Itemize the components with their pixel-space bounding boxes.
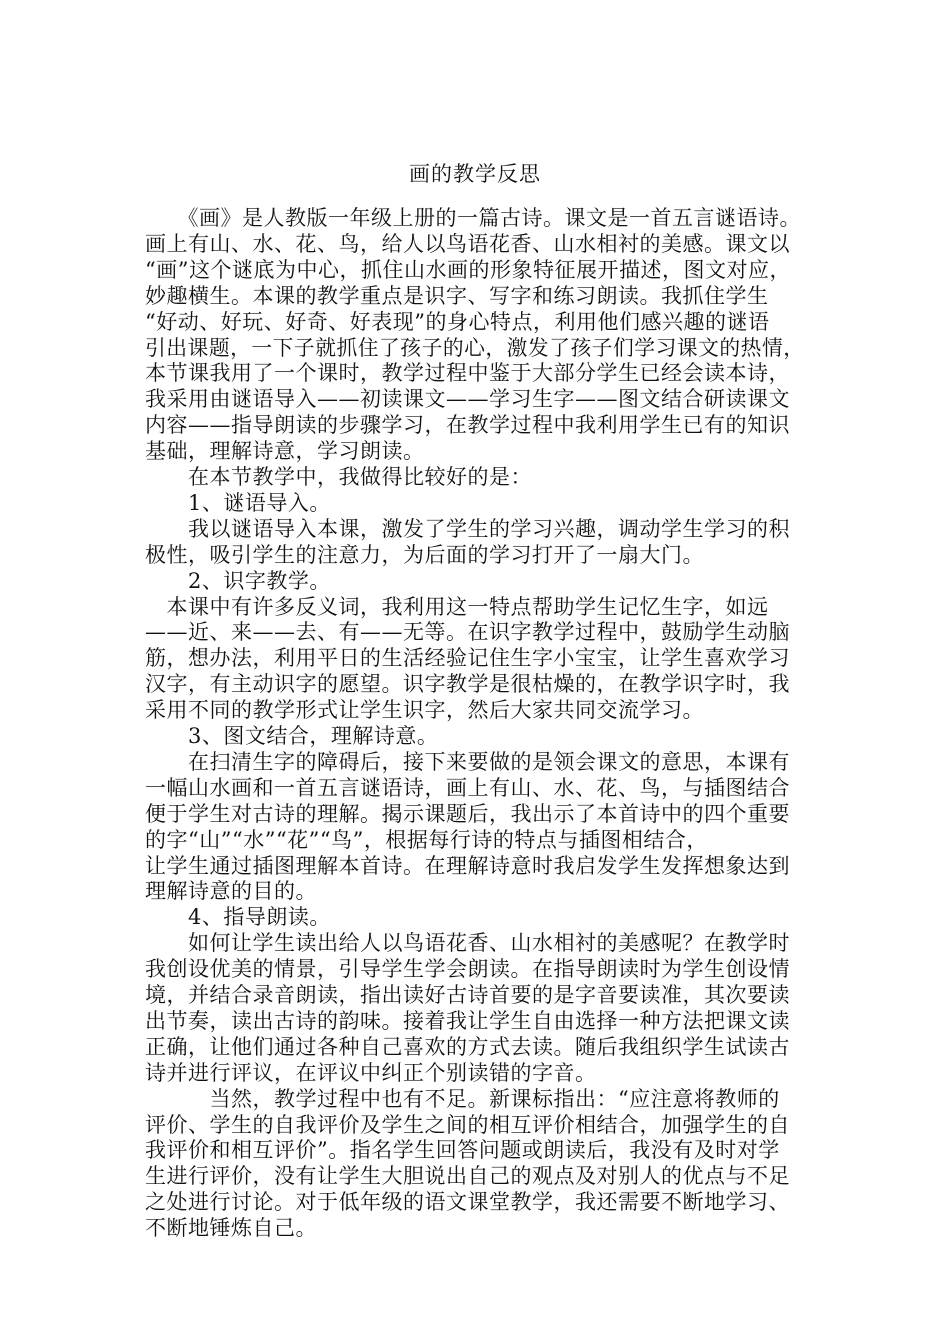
- document-line: 2、识字教学。: [145, 569, 331, 593]
- document-line: 正确，让他们通过各种自己喜欢的方式去读。随后我组织学生试读古: [145, 1035, 790, 1059]
- document-line: 一幅山水画和一首五言谜语诗，画上有山、水、花、鸟，与插图结合: [145, 776, 790, 800]
- document-line: 我评价和相互评价”。指名学生回答问题或朗读后，我没有及时对学: [145, 1138, 780, 1162]
- document-line: 在扫清生字的障碍后，接下来要做的是领会课文的意思，本课有: [145, 750, 790, 774]
- document-line: 本课中有许多反义词，我利用这一特点帮助学生记忆生字，如远: [145, 595, 769, 619]
- document-line: 境，并结合录音朗读，指出读好古诗首要的是字音要读准，其次要读: [145, 983, 790, 1007]
- document-line: “好动、好玩、好奇、好表现”的身心特点，利用他们感兴趣的谜语: [145, 310, 770, 334]
- document-line: 内容——指导朗读的步骤学习，在教学过程中我利用学生已有的知识: [145, 413, 790, 437]
- document-line: 汉字，有主动识字的愿望。识字教学是很枯燥的，在教学识字时，我: [145, 672, 790, 696]
- document-line: 采用不同的教学形式让学生识字，然后大家共同交流学习。: [145, 698, 704, 722]
- document-line: 的字“山”“水”“花”“鸟”，根据每行诗的特点与插图相结合，: [145, 828, 708, 852]
- document-line: 我以谜语导入本课，激发了学生的学习兴趣，调动学生学习的积: [145, 517, 790, 541]
- document-line: 之处进行讨论。对于低年级的语文课堂教学，我还需要不断地学习、: [145, 1190, 790, 1214]
- document-line: 诗并进行评议，在评议中纠正个别读错的字音。: [145, 1061, 597, 1085]
- document-line: 让学生通过插图理解本首诗。在理解诗意时我启发学生发挥想象达到: [145, 854, 790, 878]
- document-line: 《画》是人教版一年级上册的一篇古诗。课文是一首五言谜语诗。: [145, 206, 801, 230]
- document-line: 妙趣横生。本课的教学重点是识字、写字和练习朗读。我抓住学生: [145, 284, 769, 308]
- document-line: ——近、来——去、有——无等。在识字教学过程中，鼓励学生动脑: [145, 620, 790, 644]
- document-line: 画上有山、水、花、鸟，给人以鸟语花香、山水相衬的美感。课文以: [145, 232, 790, 256]
- document-line: 我创设优美的情景，引导学生学会朗读。在指导朗读时为学生创设情: [145, 957, 790, 981]
- document-line: 本节课我用了一个课时，教学过程中鉴于大部分学生已经会读本诗，: [145, 361, 790, 385]
- document-line: 基础，理解诗意，学习朗读。: [145, 439, 425, 463]
- document-line: “画”这个谜底为中心，抓住山水画的形象特征展开描述，图文对应，: [145, 258, 791, 282]
- document-line: 不断地锤炼自己。: [145, 1216, 317, 1240]
- document-line: 在本节教学中，我做得比较好的是：: [145, 465, 532, 489]
- document-line: 筋，想办法，利用平日的生活经验记住生字小宝宝，让学生喜欢学习: [145, 646, 790, 670]
- document-line: 我采用由谜语导入——初读课文——学习生字——图文结合研读课文: [145, 387, 790, 411]
- document-line: 引出课题，一下子就抓住了孩子的心，激发了孩子们学习课文的热情，: [145, 336, 805, 360]
- document-line: 1、谜语导入。: [145, 491, 331, 515]
- document-line: 当然，教学过程中也有不足。新课标指出：“应注意将教师的: [145, 1087, 780, 1111]
- document-line: 极性，吸引学生的注意力，为后面的学习打开了一扇大门。: [145, 543, 704, 567]
- document-title: 画的教学反思: [409, 162, 541, 186]
- document-line: 如何让学生读出给人以鸟语花香、山水相衬的美感呢？在教学时: [145, 931, 790, 955]
- document-line: 评价、学生的自我评价及学生之间的相互评价相结合，加强学生的自: [145, 1113, 790, 1137]
- document-line: 便于学生对古诗的理解。揭示课题后，我出示了本首诗中的四个重要: [145, 802, 790, 826]
- document-line: 3、图文结合，理解诗意。: [145, 724, 439, 748]
- document-line: 理解诗意的目的。: [145, 879, 317, 903]
- document-line: 生进行评价，没有让学生大胆说出自己的观点及对别人的优点与不足: [145, 1164, 790, 1188]
- document-line: 4、指导朗读。: [145, 905, 331, 929]
- document-line: 出节奏，读出古诗的韵味。接着我让学生自由选择一种方法把课文读: [145, 1009, 790, 1033]
